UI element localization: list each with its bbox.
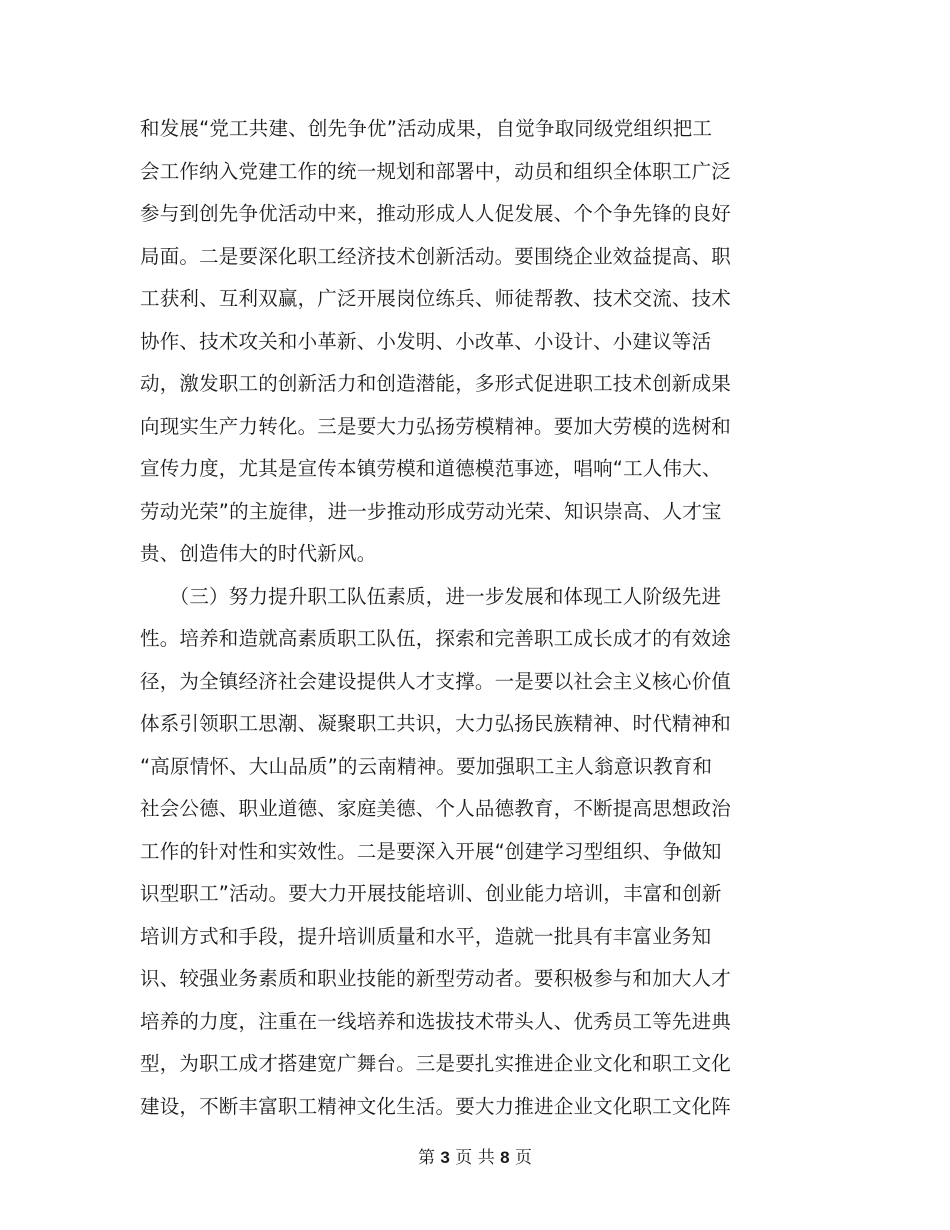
current-page-number: 3 [440,1148,450,1167]
text-line: 径，为全镇经济社会建设提供人才支撑。一是要以社会主义核心价值 [140,669,732,693]
text-line: 局面。二是要深化职工经济技术创新活动。要围绕企业效益提高、职 [140,244,732,268]
text-line: 工作的针对性和实效性。二是要深入开展“创建学习型组织、争做知 [140,839,722,863]
text-line: 向现实生产力转化。三是要大力弘扬劳模精神。要加大劳模的选树和 [140,414,732,438]
text-line: 建设，不断丰富职工精神文化生活。要大力推进企业文化职工文化阵 [140,1094,732,1118]
text-line: 体系引领职工思潮、凝聚职工共识，大力弘扬民族精神、时代精神和 [140,712,732,735]
text-line: 劳动光荣”的主旋律，进一步推动形成劳动光荣、知识崇高、人才宝 [140,499,722,523]
text-line: “高原情怀、大山品质”的云南精神。要加强职工主人翁意识教育和 [140,754,713,778]
text-line: 识、较强业务素质和职业技能的新型劳动者。要积极参与和加大人才 [140,967,732,990]
text-line: 贵、创造伟大的时代新风。 [140,542,377,565]
footer-total-prefix: 共 [477,1148,495,1168]
text-line: 动，激发职工的创新活力和创造潜能，多形式促进职工技术创新成果 [140,372,732,395]
text-line: 协作、技术攻关和小革新、小发明、小改革、小设计、小建议等活 [140,329,712,353]
text-line: 工获利、互利双赢，广泛开展岗位练兵、师徒帮教、技术交流、技术 [140,287,732,310]
text-line: 参与到创先争优活动中来，推动形成人人促发展、个个争先锋的良好 [140,202,732,225]
footer-prefix: 第 [418,1148,436,1168]
text-line: 培训方式和手段，提升培训质量和水平，造就一批具有丰富业务知 [140,924,712,948]
footer-suffix: 页 [514,1148,532,1168]
text-line: 和发展“党工共建、创先争优”活动成果，自觉争取同级党组织把工 [140,117,713,140]
page-footer [0,1146,950,1170]
body-text [140,108,760,1128]
text-line: 型，为职工成才搭建宽广舞台。三是要扎实推进企业文化和职工文化 [140,1052,732,1075]
text-line: 宣传力度，尤其是宣传本镇劳模和道德模范事迹，唱响“工人伟大、 [140,457,722,480]
text-line: 培养的力度，注重在一线培养和选拔技术带头人、优秀员工等先进典 [140,1009,732,1033]
text-line: 识型职工”活动。要大力开展技能培训、创业能力培训，丰富和创新 [140,882,722,905]
text-line: 社会公德、职业道德、家庭美德、个人品德教育，不断提高思想政治 [140,797,732,820]
footer-page-word: 页 [455,1148,473,1168]
section-heading-line: （三）努力提升职工队伍素质，进一步发展和体现工人阶级先进 [140,584,722,608]
text-line: 会工作纳入党建工作的统一规划和部署中，动员和组织全体职工广泛 [140,159,732,183]
text-line: 性。培养和造就高素质职工队伍，探索和完善职工成长成才的有效途 [140,627,732,650]
total-pages-number: 8 [500,1148,510,1167]
